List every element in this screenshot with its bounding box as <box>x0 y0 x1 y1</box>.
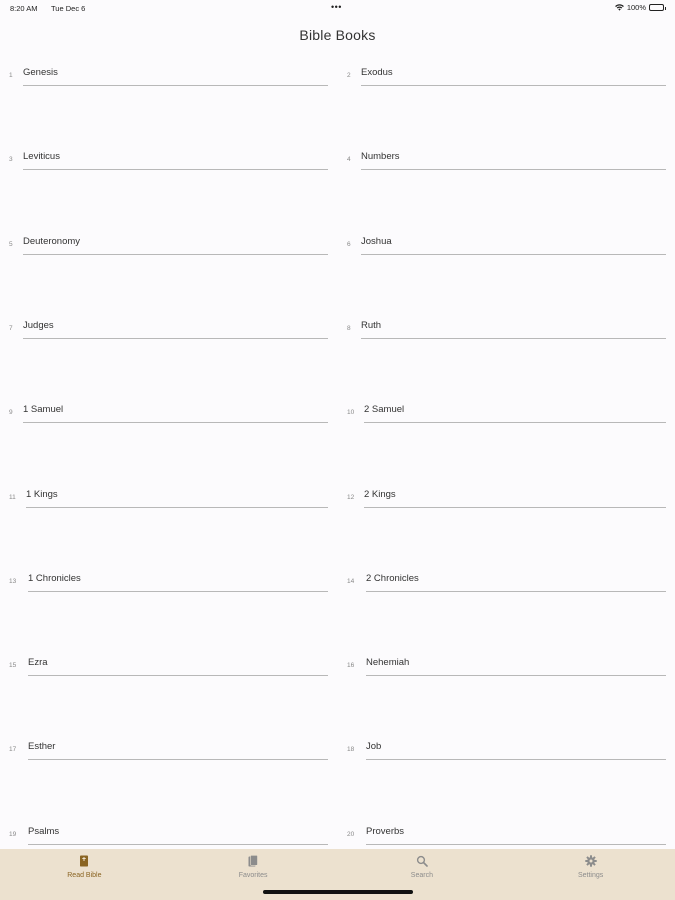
bookmarks-icon <box>247 855 259 872</box>
book-row-underline <box>28 825 328 845</box>
book-item[interactable] <box>9 66 328 86</box>
book-number: 7 <box>9 324 13 332</box>
book-icon <box>78 855 90 872</box>
book-name: Ezra <box>28 657 48 669</box>
book-name: 1 Chronicles <box>28 572 81 584</box>
book-name: Esther <box>28 741 56 753</box>
home-indicator <box>263 890 413 894</box>
book-item[interactable] <box>9 319 328 339</box>
book-number: 6 <box>347 240 351 248</box>
book-number: 12 <box>347 493 355 501</box>
book-row-underline <box>366 656 666 676</box>
tab-settings[interactable] <box>506 849 675 900</box>
tab-label: Read Bible <box>67 872 102 879</box>
book-item[interactable] <box>9 235 328 255</box>
book-row-underline <box>361 235 666 255</box>
book-row-underline <box>23 66 328 86</box>
book-name: Judges <box>23 319 54 331</box>
book-name: Deuteronomy <box>23 235 81 247</box>
book-row-underline <box>361 319 666 339</box>
book-item[interactable] <box>347 235 666 255</box>
book-number: 19 <box>9 830 17 838</box>
tab-label: Favorites <box>238 872 268 879</box>
battery-percent: 100% <box>626 3 646 12</box>
book-name: Genesis <box>23 67 58 78</box>
book-number: 2 <box>347 72 351 79</box>
book-item[interactable] <box>347 66 666 86</box>
book-item[interactable] <box>9 825 328 845</box>
book-name: Nehemiah <box>366 657 410 669</box>
book-number: 1 <box>9 72 13 79</box>
book-number: 14 <box>347 577 355 585</box>
book-number: 5 <box>9 240 13 248</box>
book-item[interactable] <box>9 150 328 170</box>
book-item[interactable] <box>347 150 666 170</box>
tab-label: Search <box>410 872 433 879</box>
book-row-underline <box>361 66 666 86</box>
book-item[interactable] <box>9 488 328 508</box>
book-name: Exodus <box>361 67 393 78</box>
book-name: 1 Samuel <box>23 404 64 416</box>
book-row-underline <box>364 488 666 508</box>
book-number: 20 <box>347 830 355 838</box>
book-item[interactable] <box>347 656 666 676</box>
book-row-underline <box>28 740 328 760</box>
book-number: 9 <box>9 409 13 417</box>
book-name: Job <box>366 741 382 753</box>
book-name: Proverbs <box>366 825 405 837</box>
book-name: Joshua <box>361 235 392 247</box>
book-number: 13 <box>9 577 17 585</box>
page-title: Bible Books <box>299 27 376 43</box>
book-number: 16 <box>347 662 355 670</box>
search-icon <box>416 855 428 872</box>
book-item[interactable] <box>347 572 666 592</box>
book-number: 15 <box>9 662 17 670</box>
book-row-underline <box>23 403 328 423</box>
book-item[interactable] <box>347 319 666 339</box>
multitasking-dots[interactable]: ••• <box>331 2 342 12</box>
book-number: 8 <box>347 324 351 332</box>
book-number: 11 <box>9 493 16 501</box>
book-row-underline <box>366 825 666 845</box>
book-number: 10 <box>347 409 355 417</box>
tab-label: Settings <box>577 872 604 879</box>
book-row-underline <box>366 740 666 760</box>
book-name: Leviticus <box>23 151 60 163</box>
book-name: 2 Kings <box>364 488 396 500</box>
book-row-underline <box>23 235 328 255</box>
book-number: 3 <box>9 156 13 164</box>
status-date: Tue Dec 6 <box>51 4 86 13</box>
book-number: 18 <box>347 746 355 754</box>
book-row-underline <box>23 150 328 170</box>
tab-read-bible[interactable] <box>0 849 169 900</box>
book-number: 4 <box>347 156 351 164</box>
book-row-underline <box>361 150 666 170</box>
book-item[interactable] <box>9 656 328 676</box>
book-name: Ruth <box>361 319 382 331</box>
book-name: 1 Kings <box>26 488 58 500</box>
book-item[interactable] <box>347 825 666 845</box>
status-time: 8:20 AM <box>10 4 38 13</box>
book-name: 2 Samuel <box>364 404 405 416</box>
book-item[interactable] <box>347 403 666 423</box>
book-name: Psalms <box>28 825 60 837</box>
book-item[interactable] <box>9 403 328 423</box>
book-row-underline <box>28 656 328 676</box>
book-item[interactable] <box>9 740 328 760</box>
book-row-underline <box>26 488 328 508</box>
book-row-underline <box>366 572 666 592</box>
book-item[interactable] <box>9 572 328 592</box>
book-row-underline <box>28 572 328 592</box>
book-name: 2 Chronicles <box>366 572 419 584</box>
book-item[interactable] <box>347 740 666 760</box>
book-row-underline <box>364 403 666 423</box>
book-name: Numbers <box>361 151 400 163</box>
book-number: 17 <box>9 746 17 754</box>
gear-icon <box>585 855 597 872</box>
book-item[interactable] <box>347 488 666 508</box>
book-row-underline <box>23 319 328 339</box>
